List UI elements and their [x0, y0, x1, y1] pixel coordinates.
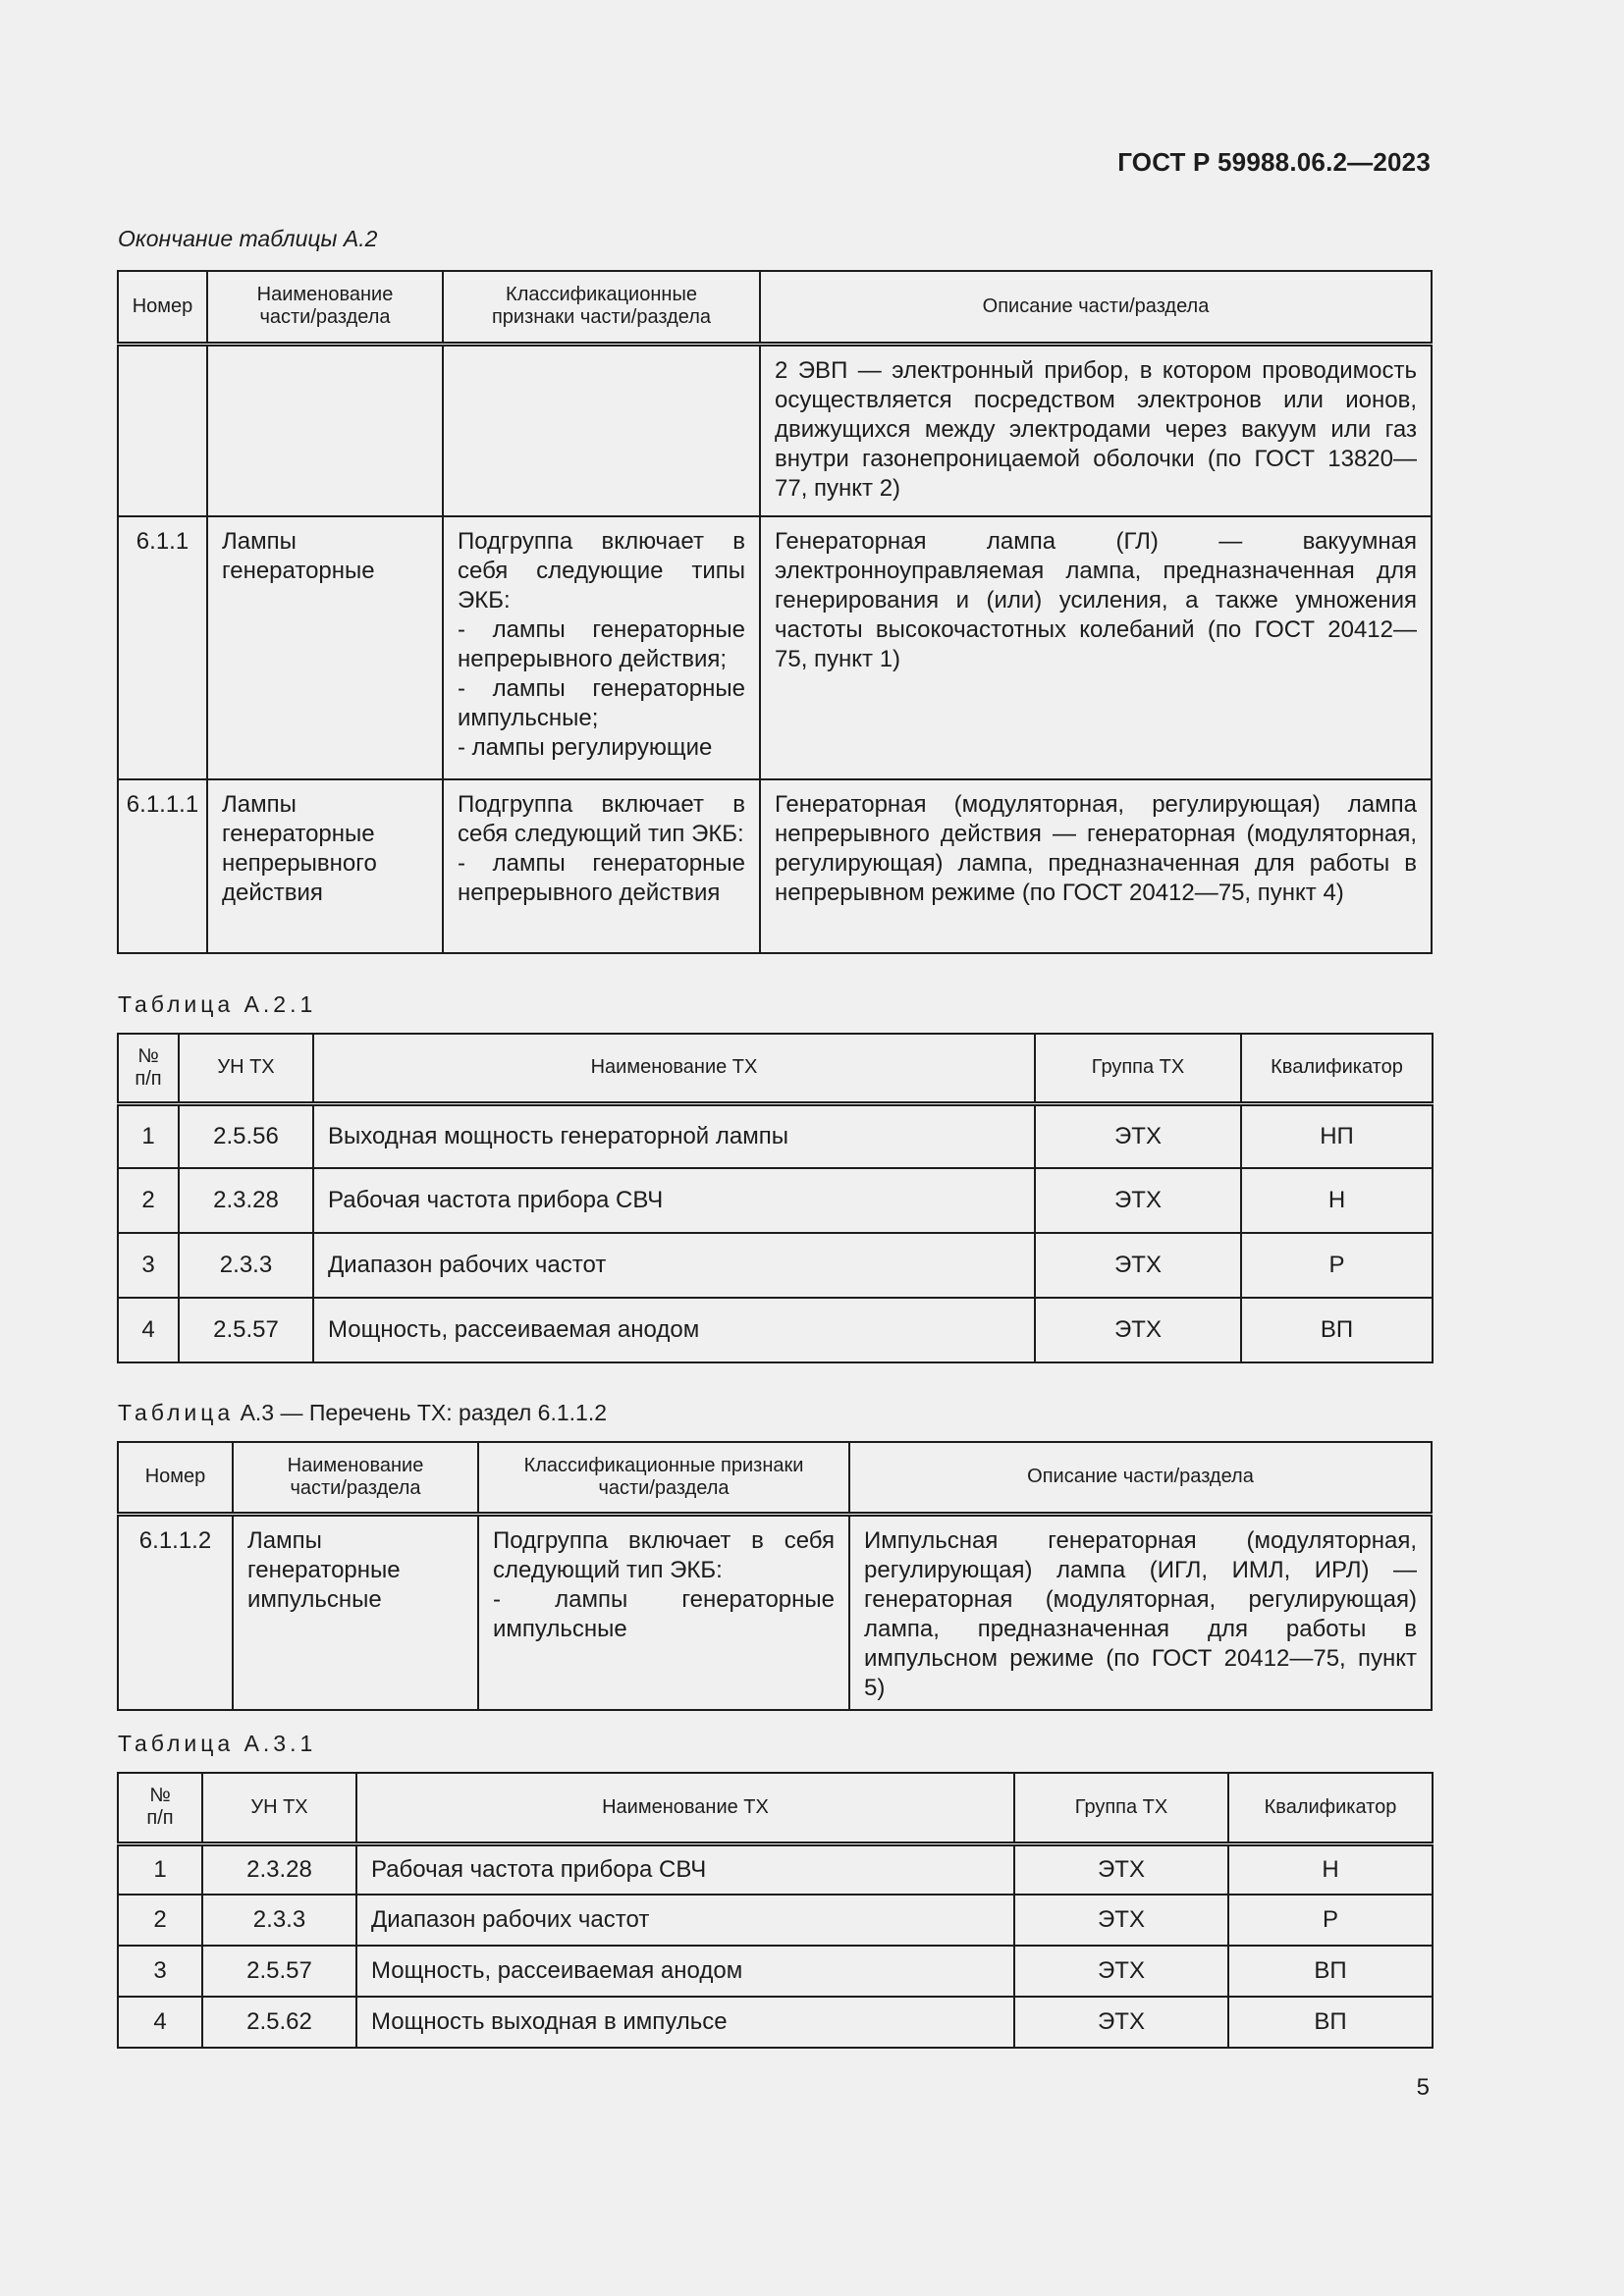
column-header: Классификационные признаки части/раздела	[443, 271, 760, 344]
cell-qualifier: Р	[1241, 1233, 1433, 1298]
cell-code: 2.3.28	[179, 1168, 313, 1233]
page-number: 5	[1416, 2074, 1430, 2101]
cell-code: 2.5.62	[202, 1997, 356, 2048]
column-header: № п/п	[118, 1773, 202, 1843]
column-header: Наименование части/раздела	[233, 1442, 478, 1514]
document-code: ГОСТ Р 59988.06.2—2023	[1117, 147, 1431, 177]
cell-index: 3	[118, 1946, 202, 1997]
column-header: Наименование ТХ	[356, 1773, 1014, 1843]
cell-code: 2.3.3	[202, 1895, 356, 1946]
table-row	[118, 344, 1432, 516]
cell-characteristic: Мощность выходная в импульсе	[356, 1997, 1014, 2048]
table-row	[118, 1514, 1432, 1710]
table-a3-caption	[118, 1400, 607, 1426]
column-header: Номер	[118, 1442, 233, 1514]
cell-characteristic: Мощность, рассеиваемая анодом	[313, 1298, 1035, 1362]
feature-line: - лампы генераторные непрерывного действия;	[458, 616, 745, 672]
table-row	[118, 1946, 1433, 1997]
table-row	[118, 1997, 1433, 2048]
cell-group: ЭТХ	[1014, 1895, 1228, 1946]
cell-group: ЭТХ	[1014, 1997, 1228, 2048]
column-header: Номер	[118, 271, 207, 344]
feature-line: - лампы генераторные непрерывного действия	[458, 850, 745, 906]
column-header: Квалификатор	[1241, 1034, 1433, 1103]
column-header: Группа ТХ	[1035, 1034, 1241, 1103]
table-a2	[117, 270, 1433, 954]
cell-qualifier: ВП	[1228, 1997, 1433, 2048]
table-a31-caption: Таблица А.3.1	[118, 1731, 317, 1756]
table-row	[118, 1843, 1433, 1895]
feature-line: - лампы генераторные импульсные	[493, 1585, 835, 1642]
column-header: Квалификатор	[1228, 1773, 1433, 1843]
column-header: Описание части/раздела	[760, 271, 1432, 344]
cell-name: Лампы генераторные непрерывного действия	[207, 779, 443, 953]
cell-characteristic: Мощность, рассеиваемая анодом	[356, 1946, 1014, 1997]
cell-description: Импульсная генераторная (модуляторная, регулирующая) лампа (ИГЛ, ИМЛ, ИРЛ) — генераторная (модуляторная, регулирующая) лампа, предназначенная для работы в импульсном режиме (по ГОСТ 20412—75, пункт 5)	[849, 1514, 1432, 1710]
column-header: УН ТХ	[202, 1773, 356, 1843]
feature-line: - лампы регулирующие	[458, 734, 713, 761]
table-a31	[117, 1772, 1434, 2049]
table-a21	[117, 1033, 1434, 1363]
cell-index: 1	[118, 1843, 202, 1895]
feature-line: Подгруппа включает в себя следующий тип ЭКБ:	[493, 1526, 835, 1583]
cell-group: ЭТХ	[1035, 1298, 1241, 1362]
cell-index: 1	[118, 1103, 179, 1168]
cell-code: 2.3.28	[202, 1843, 356, 1895]
cell-name: Лампы генераторные	[207, 516, 443, 779]
cell-index: 4	[118, 1997, 202, 2048]
column-header: Описание части/раздела	[849, 1442, 1432, 1514]
table-row	[118, 1298, 1433, 1362]
cell-index: 2	[118, 1895, 202, 1946]
cell-code: 2.5.57	[202, 1946, 356, 1997]
cell-number: 6.1.1	[118, 516, 207, 779]
table-row	[118, 1168, 1433, 1233]
cell-group: ЭТХ	[1035, 1168, 1241, 1233]
caption-prefix: Таблица	[118, 1400, 235, 1425]
cell-index: 2	[118, 1168, 179, 1233]
cell-number: 6.1.1.1	[118, 779, 207, 953]
cell-characteristic: Диапазон рабочих частот	[356, 1895, 1014, 1946]
cell-qualifier: Н	[1228, 1843, 1433, 1895]
cell-name	[207, 344, 443, 516]
table-a2-caption: Окончание таблицы А.2	[118, 226, 378, 251]
cell-number: 6.1.1.2	[118, 1514, 233, 1710]
cell-number	[118, 344, 207, 516]
column-header: № п/п	[118, 1034, 179, 1103]
cell-code: 2.3.3	[179, 1233, 313, 1298]
table-row	[118, 1103, 1433, 1168]
column-header: Наименование ТХ	[313, 1034, 1035, 1103]
cell-characteristic: Диапазон рабочих частот	[313, 1233, 1035, 1298]
cell-characteristic: Выходная мощность генераторной лампы	[313, 1103, 1035, 1168]
cell-features	[443, 516, 760, 779]
cell-name: Лампы генераторные импульсные	[233, 1514, 478, 1710]
caption-rest: А.3 — Перечень ТХ: раздел 6.1.1.2	[240, 1400, 608, 1425]
cell-features	[478, 1514, 849, 1710]
cell-features	[443, 779, 760, 953]
cell-characteristic: Рабочая частота прибора СВЧ	[313, 1168, 1035, 1233]
cell-description: Генераторная (модуляторная, регулирующая) лампа непрерывного действия — генераторная (модуляторная, регулирующая) лампа, предназначенная для работы в непрерывном режиме (по ГОСТ 20412—75, пункт 4)	[760, 779, 1432, 953]
cell-qualifier: ВП	[1241, 1298, 1433, 1362]
table-row	[118, 516, 1432, 779]
feature-line: Подгруппа включает в себя следующий тип ЭКБ:	[458, 791, 745, 847]
column-header: УН ТХ	[179, 1034, 313, 1103]
column-header: Группа ТХ	[1014, 1773, 1228, 1843]
cell-description: Генераторная лампа (ГЛ) — вакуумная электронноуправляемая лампа, предназначенная для генерирования и (или) усиления, а также умножения частоты высокочастотных колебаний (по ГОСТ 20412—75, пункт 1)	[760, 516, 1432, 779]
cell-group: ЭТХ	[1035, 1103, 1241, 1168]
cell-description: 2 ЭВП — электронный прибор, в котором проводимость осуществляется посредством электронов или ионов, движущихся между электродами через вакуум или газ внутри газонепроницаемой оболочки (по ГОСТ 13820—77, пункт 2)	[760, 344, 1432, 516]
column-header: Классификационные признаки части/раздела	[478, 1442, 849, 1514]
cell-index: 3	[118, 1233, 179, 1298]
cell-characteristic: Рабочая частота прибора СВЧ	[356, 1843, 1014, 1895]
cell-code: 2.5.57	[179, 1298, 313, 1362]
table-a21-caption: Таблица А.2.1	[118, 991, 317, 1017]
table-row	[118, 1233, 1433, 1298]
cell-qualifier: Р	[1228, 1895, 1433, 1946]
cell-qualifier: ВП	[1228, 1946, 1433, 1997]
feature-line: Подгруппа включает в себя следующие типы ЭКБ:	[458, 528, 745, 614]
cell-index: 4	[118, 1298, 179, 1362]
table-row	[118, 779, 1432, 953]
column-header: Наименование части/раздела	[207, 271, 443, 344]
cell-features	[443, 344, 760, 516]
table-a3	[117, 1441, 1433, 1711]
cell-group: ЭТХ	[1014, 1946, 1228, 1997]
cell-qualifier: Н	[1241, 1168, 1433, 1233]
cell-group: ЭТХ	[1014, 1843, 1228, 1895]
table-row	[118, 1895, 1433, 1946]
cell-group: ЭТХ	[1035, 1233, 1241, 1298]
cell-code: 2.5.56	[179, 1103, 313, 1168]
cell-qualifier: НП	[1241, 1103, 1433, 1168]
feature-line: - лампы генераторные импульсные;	[458, 675, 745, 731]
